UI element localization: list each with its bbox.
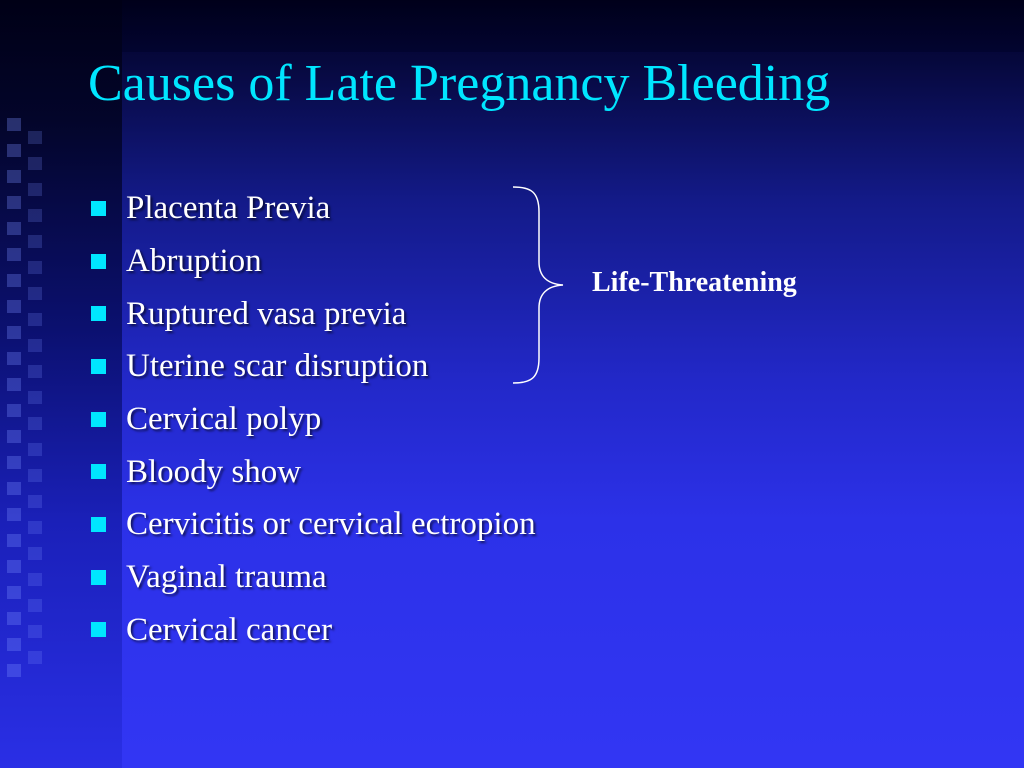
- life-threatening-label: Life-Threatening: [592, 267, 797, 298]
- bullet-text: Cervical polyp: [126, 401, 322, 438]
- bullet-text: Cervical cancer: [126, 611, 333, 648]
- bullet-text: Uterine scar disruption: [126, 348, 429, 385]
- list-item: [88, 235, 536, 288]
- list-item: [88, 393, 536, 446]
- decorative-squares-secondary: [28, 131, 42, 671]
- square-bullet-icon: [91, 201, 106, 216]
- square-bullet-icon: [91, 570, 106, 585]
- bullet-text: Ruptured vasa previa: [126, 295, 407, 332]
- square-bullet-icon: [91, 254, 106, 269]
- decorative-squares: [7, 118, 29, 678]
- square-bullet-icon: [91, 412, 106, 427]
- square-bullet-icon: [91, 464, 106, 479]
- bullet-text: Bloody show: [126, 453, 302, 490]
- list-item: [88, 182, 536, 235]
- bullet-text: Cervicitis or cervical ectropion: [126, 506, 536, 543]
- bullet-text: Placenta Previa: [126, 190, 331, 227]
- right-curly-brace-icon: [505, 184, 575, 386]
- square-bullet-icon: [91, 517, 106, 532]
- square-bullet-icon: [91, 622, 106, 637]
- list-item: [88, 340, 536, 393]
- top-decorative-bar: [122, 0, 1024, 52]
- bullet-text: Abruption: [126, 243, 262, 280]
- slide-title: Causes of Late Pregnancy Bleeding: [88, 55, 831, 112]
- square-bullet-icon: [91, 359, 106, 374]
- list-item: [88, 604, 536, 657]
- square-bullet-icon: [91, 306, 106, 321]
- list-item: [88, 287, 536, 340]
- bullet-list: [88, 182, 536, 656]
- bullet-text: Vaginal trauma: [126, 559, 327, 596]
- list-item: [88, 445, 536, 498]
- list-item: [88, 551, 536, 604]
- list-item: [88, 498, 536, 551]
